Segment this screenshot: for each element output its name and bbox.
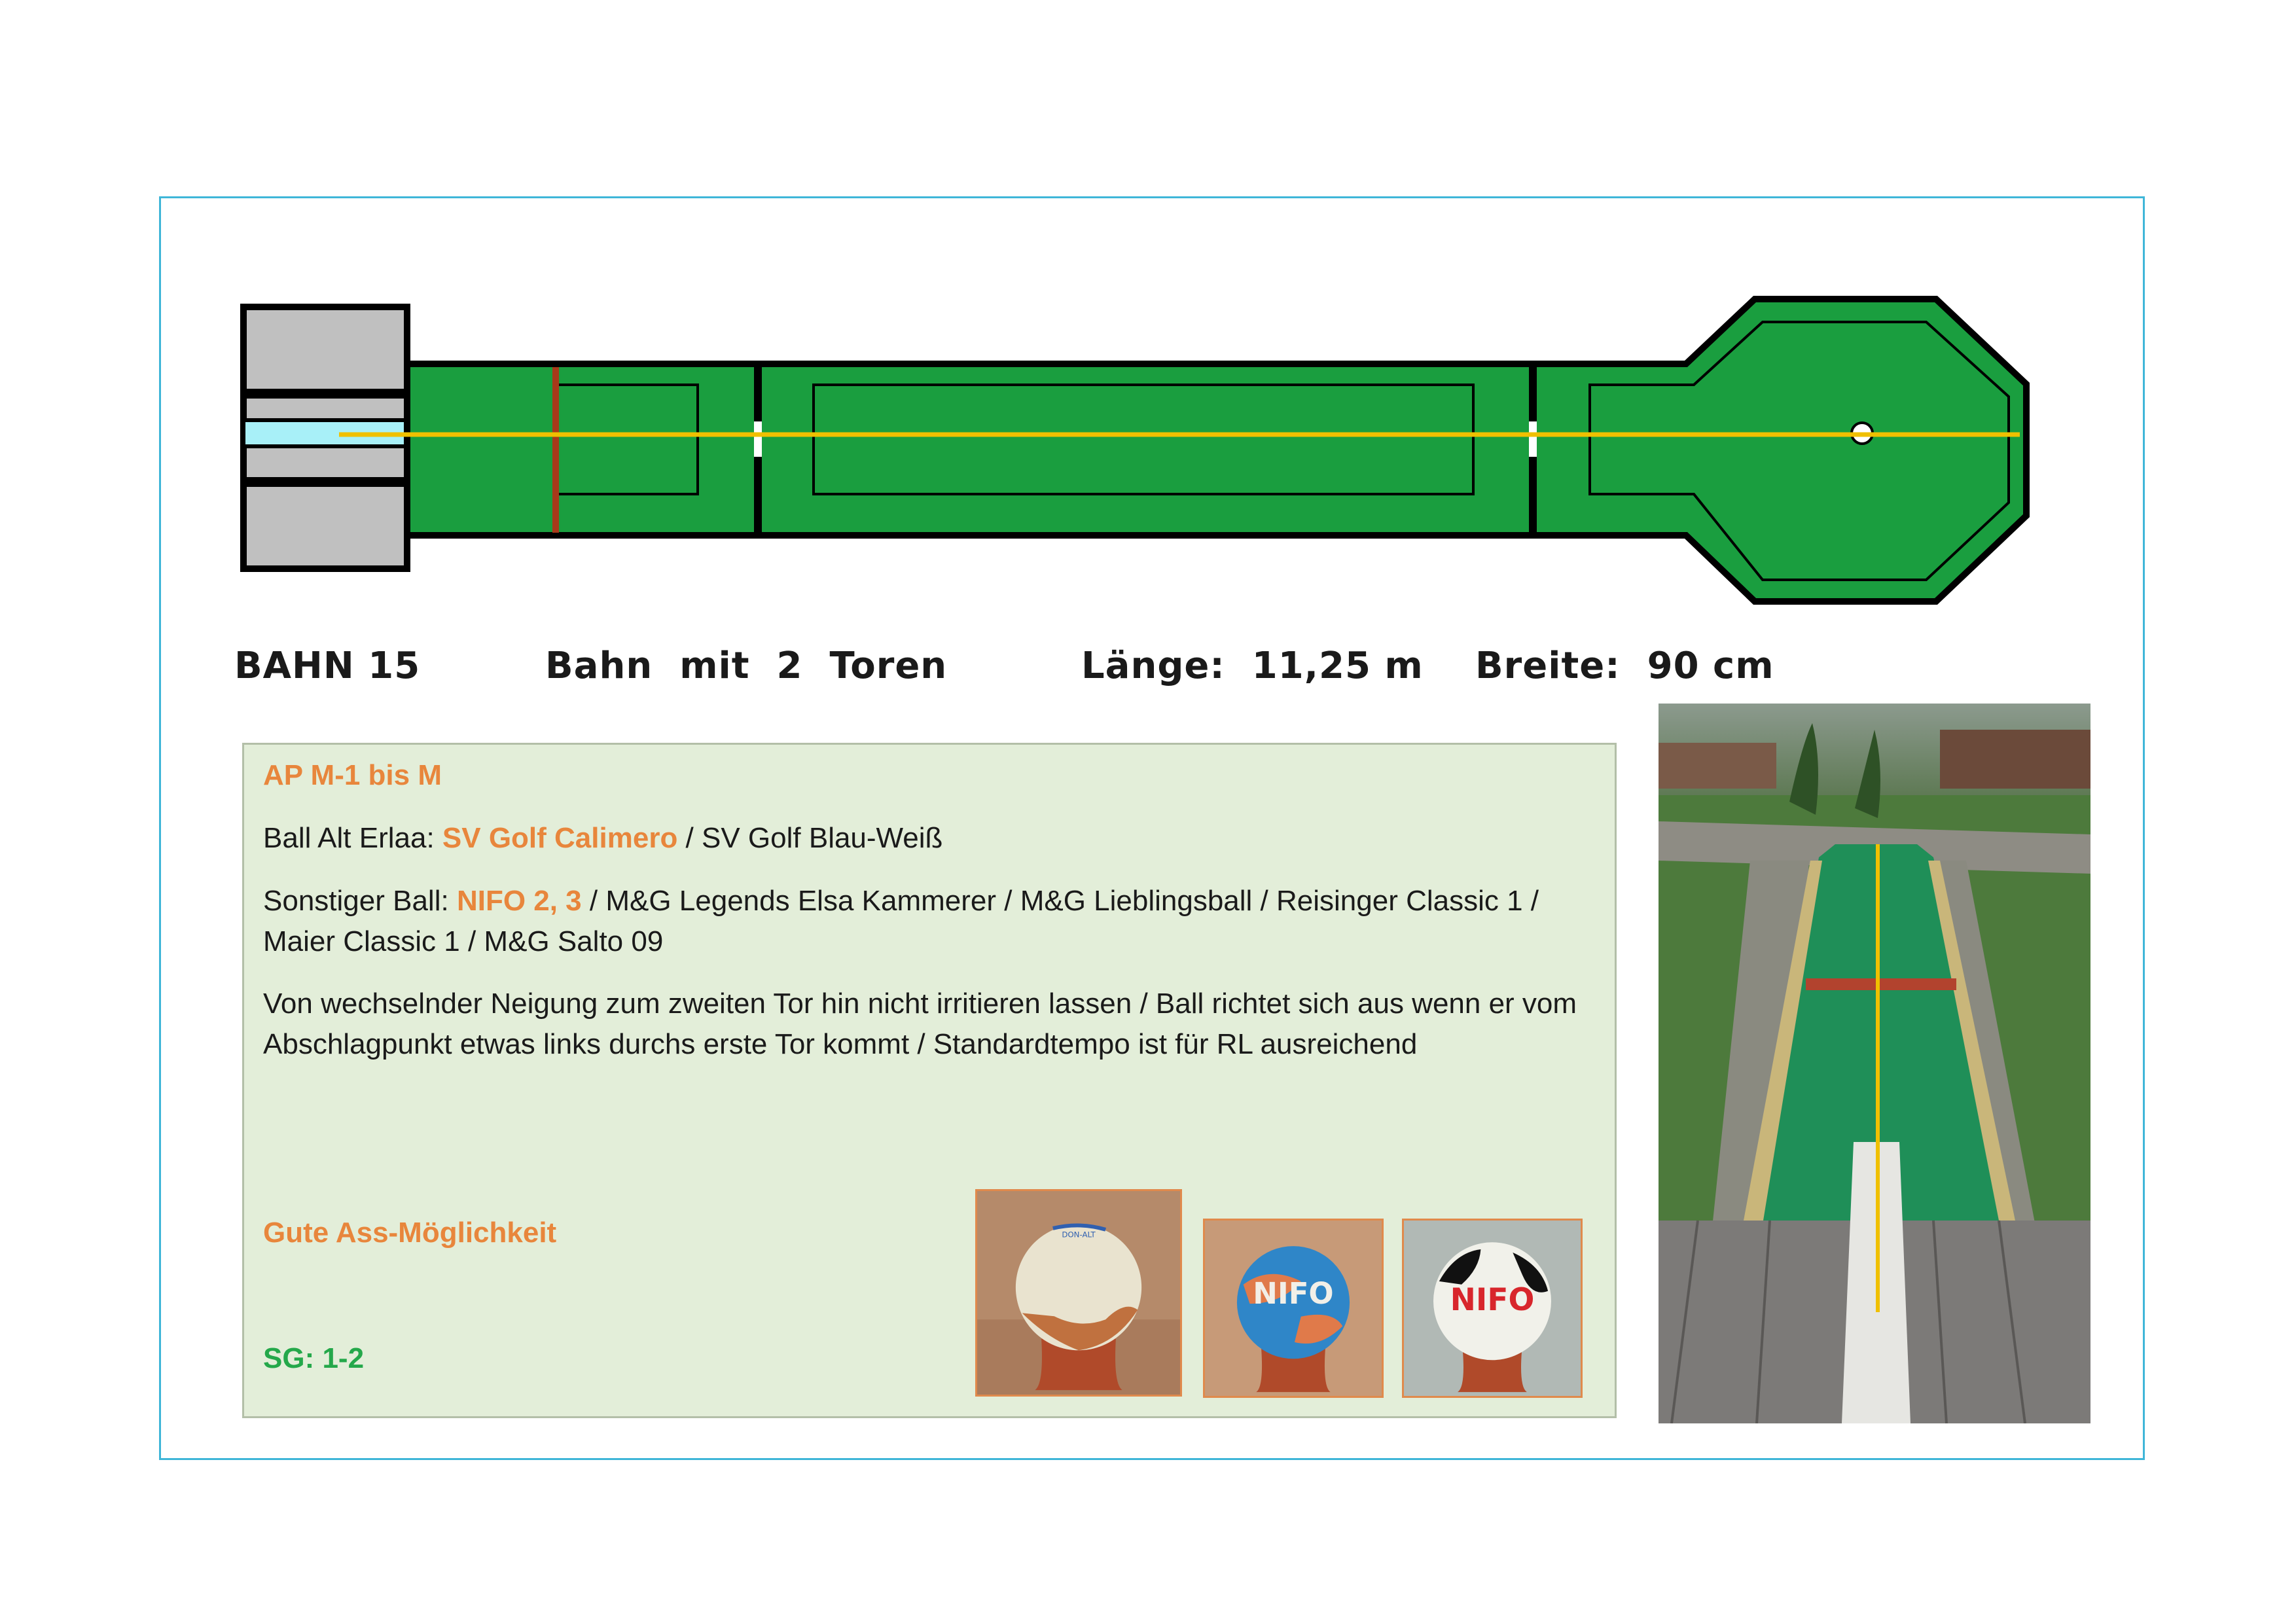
ap-heading: AP M-1 bis M — [263, 759, 442, 791]
ball-alt-highlight: SV Golf Calimero — [442, 822, 678, 854]
ball-photo-calimero — [975, 1189, 1182, 1397]
ball-print-nifo-3: NIFO — [1450, 1281, 1535, 1318]
sonstiger-highlight: NIFO 2, 3 — [456, 885, 582, 917]
lane-width: Breite: 90 cm — [1475, 645, 1774, 687]
ball-alt-rest: / SV Golf Blau-Weiß — [677, 822, 943, 854]
ball-alt-label: Ball Alt Erlaa: — [263, 822, 442, 854]
ball-photo-nifo-2 — [1203, 1219, 1384, 1398]
sonstiger-rest: / M&G Legends Elsa Kammerer / M&G Lieblingsball / Reisinger Classic 1 / Maier Classic 1 / M&G Salto 09 — [263, 885, 1539, 957]
ball-print-nifo-2: NIFO — [1253, 1276, 1334, 1311]
course-diagram — [238, 272, 2037, 613]
ball-print-calimero: DON-ALT — [1062, 1230, 1096, 1240]
sonstiger-label: Sonstiger Ball: — [263, 885, 457, 917]
ball-photo-nifo-3 — [1402, 1219, 1583, 1398]
ball-alt-erlaa — [263, 818, 1598, 859]
lane-number: BAHN 15 — [234, 645, 421, 687]
lane — [407, 299, 2026, 601]
lane-type: Bahn mit 2 Toren — [545, 645, 948, 687]
description: Von wechselnder Neigung zum zweiten Tor hin nicht irritieren lassen / Ball richtet sich aus wenn er vom Abschlagpunkt etwas links durchs erste Tor kommt / Standardtempo ist für RL ausreichend — [263, 988, 1577, 1060]
lane-photo — [1659, 704, 2090, 1423]
sg-value: SG: 1-2 — [263, 1342, 365, 1374]
lane-length: Länge: 11,25 m — [1081, 645, 1424, 687]
sonstiger-ball — [263, 881, 1598, 962]
ace-note: Gute Ass-Möglichkeit — [263, 1217, 557, 1249]
